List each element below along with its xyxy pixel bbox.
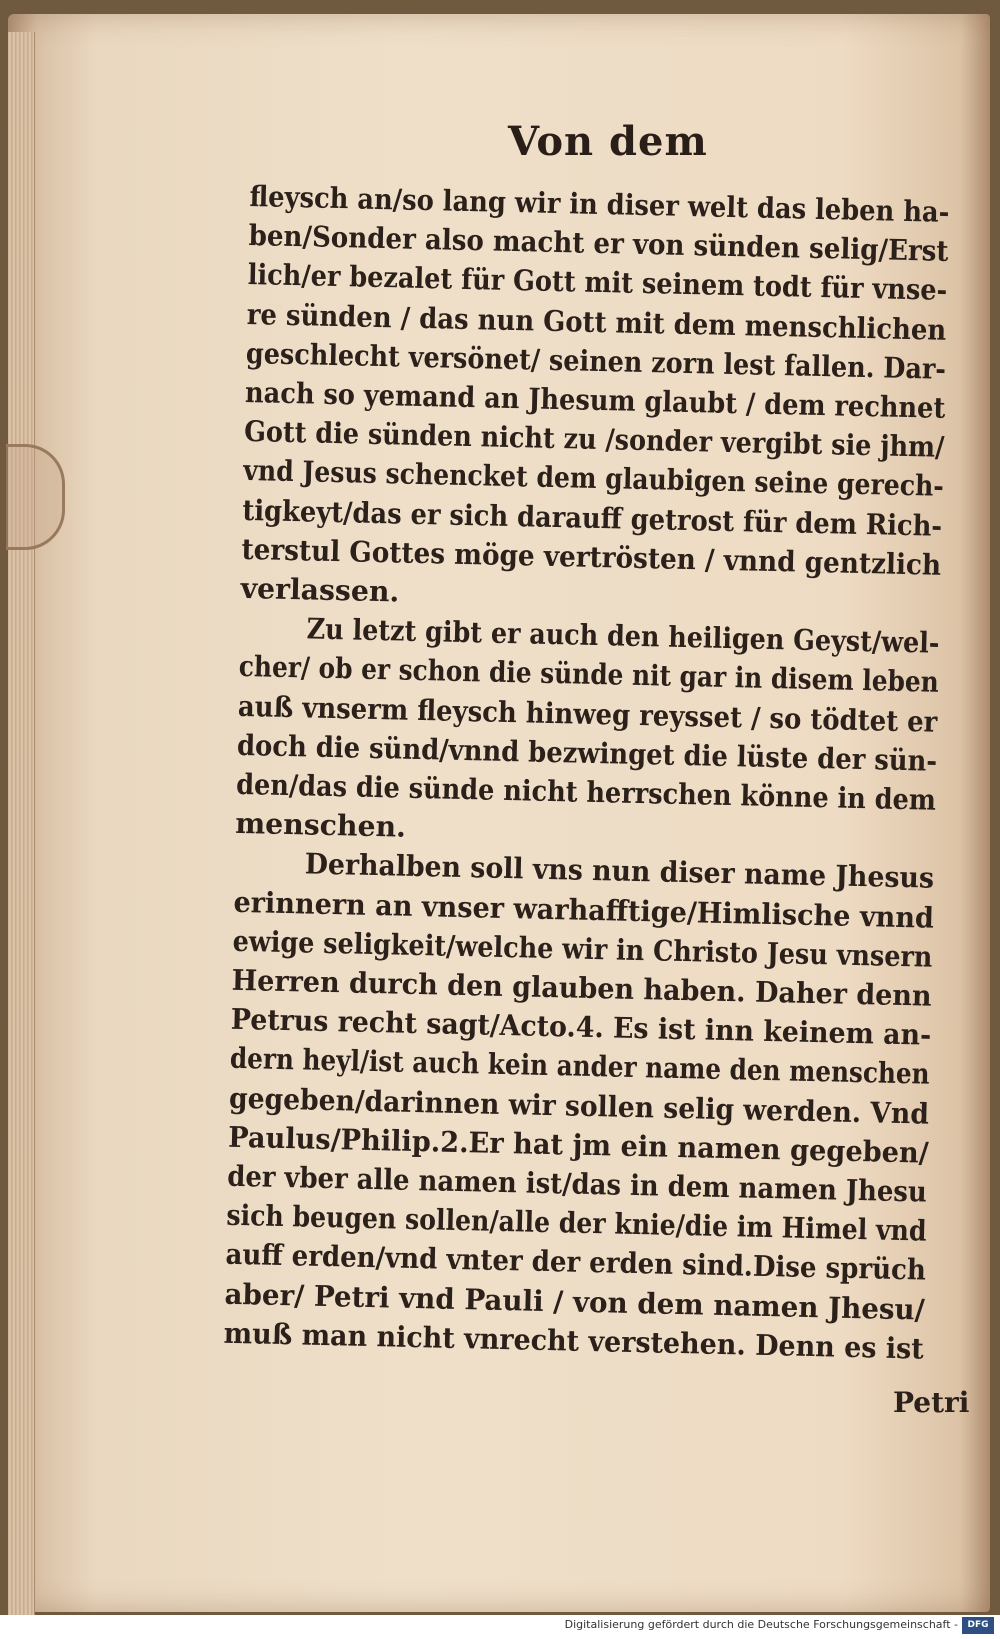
text-line: auß vnserm fleysch hinweg reysset / so tödtet er — [237, 688, 938, 739]
text-line: Zu letzt gibt er auch den heiligen Geyst/wel- — [306, 611, 940, 660]
text-line: Paulus/Philip.2.Er hat jm ein namen gegeben/ — [227, 1119, 930, 1170]
clasp-strap — [6, 444, 65, 550]
text-line: der vber alle namen ist/das in dem namen Jhesu — [226, 1158, 928, 1209]
body-text — [223, 177, 955, 1369]
page-edges — [8, 32, 35, 1617]
text-line: den/das die sünde nicht herrschen könne in dem — [235, 766, 937, 817]
text-line: nach so yemand an Jhesum glaubt / dem rechnet — [244, 374, 946, 425]
text-line: vnd Jesus schencket dem glaubigen seine gerech- — [242, 453, 945, 504]
text-line: Gott die sünden nicht zu /sonder vergibt sie jhm/ — [243, 414, 945, 465]
text-line: Derhalben soll vns nun diser name Jhesus — [304, 846, 935, 896]
text-line: lich/er bezalet für Gott mit seinem todt für vnse- — [247, 257, 948, 308]
text-line: sich beugen sollen/alle der knie/die im Himel vnd — [226, 1198, 927, 1248]
text-line: menschen. — [234, 806, 407, 844]
text-line: tigkeyt/das er sich darauff getrost für dem Rich- — [242, 492, 943, 543]
text-line: doch die sünd/vnnd bezwinget die lüste der sün- — [236, 727, 938, 778]
book-page — [8, 14, 990, 1612]
text-line: muß man nicht vnrecht verstehen. Denn es ist — [223, 1315, 925, 1366]
text-line: dern heyl/ist auch kein ander name den menschen — [229, 1041, 930, 1092]
catchword: Petri — [893, 1386, 970, 1419]
text-line: ewige seligkeit/welche wir in Christo Jesu vnsern — [232, 923, 933, 974]
footer-bar — [0, 1615, 1000, 1639]
text-line: auff erden/vnd vnter der erden sind.Dise sprüch — [225, 1237, 927, 1288]
text-line: Herren durch den glauben haben. Daher denn — [231, 962, 932, 1013]
text-line: gegeben/darinnen wir sollen selig werden. Vnd — [228, 1080, 930, 1131]
text-line: geschlecht versönet/ seinen zorn lest fallen. Dar- — [245, 335, 947, 386]
text-line: erinnern an vnser warhafftige/Himlische vnnd — [233, 884, 935, 935]
text-line: aber/ Petri vnd Pauli / von dem namen Jhesu/ — [224, 1276, 926, 1327]
text-line: verlassen. — [240, 570, 400, 609]
text-line: re sünden / das nun Gott mit dem menschlichen — [246, 296, 947, 347]
dfg-logo-icon: DFG — [962, 1617, 994, 1634]
ink-bleed-through — [768, 84, 781, 130]
text-line: Petrus recht sagt/Acto.4. Es ist inn keinem an- — [230, 1002, 932, 1052]
text-line: ben/Sonder also macht er von sünden selig/Erst — [248, 218, 949, 269]
text-line: cher/ ob er schon die sünde nit gar in disem leben — [238, 649, 940, 700]
text-line: fleysch an/so lang wir in diser welt das leben ha- — [249, 178, 950, 229]
text-line: terstul Gottes möge vertrösten / vnnd gentzlich — [241, 531, 942, 582]
page-header: Von dem — [508, 118, 708, 165]
funding-notice: Digitalisierung gefördert durch die Deutsche Forschungsgemeinschaft - — [564, 1618, 958, 1631]
